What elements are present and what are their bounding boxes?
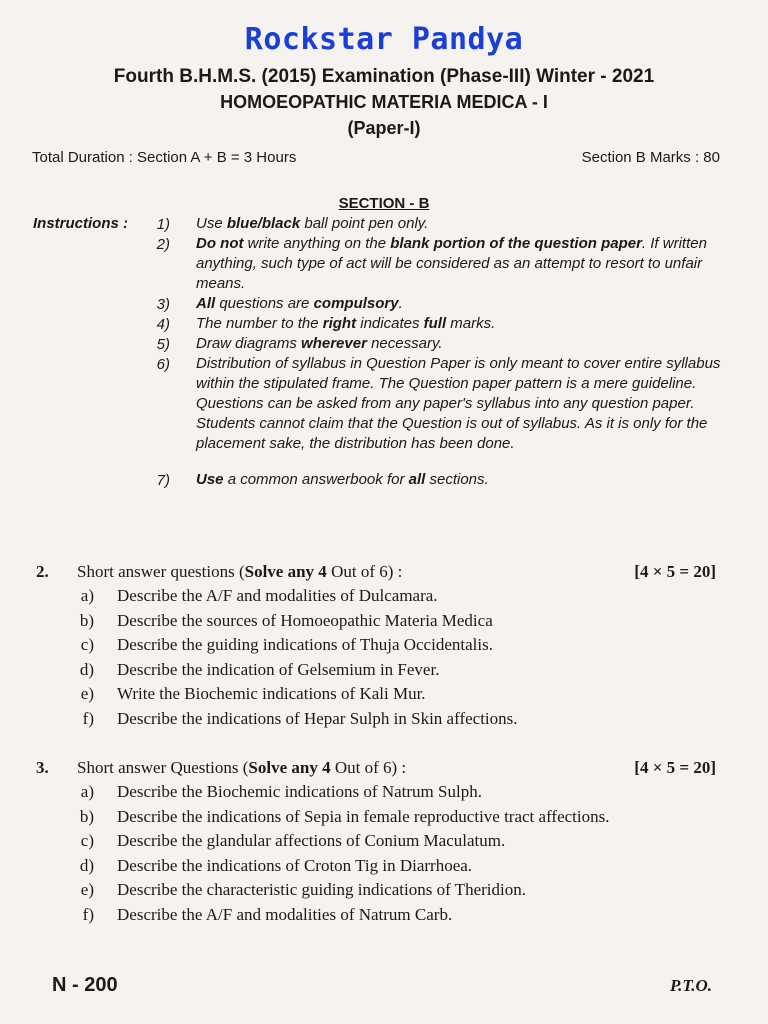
question-number: 3. xyxy=(36,758,49,777)
text-fragment: questions are xyxy=(215,295,314,312)
instruction-text xyxy=(196,234,726,294)
text-fragment: Draw diagrams xyxy=(196,335,302,352)
question-intro xyxy=(77,758,406,778)
option-letter: b) xyxy=(79,610,94,630)
option-letter: a) xyxy=(80,782,94,801)
option-text: Describe the guiding indications of Thuja Occidentalis. xyxy=(117,635,493,654)
section-marks: Section B Marks : 80 xyxy=(581,149,720,166)
text-fragment: sections. xyxy=(425,471,489,488)
instruction-text xyxy=(196,294,726,314)
instruction-text xyxy=(196,314,726,334)
instruction-number: 1) xyxy=(156,216,170,233)
instruction-number: 4) xyxy=(156,316,170,333)
instruction-number: 5) xyxy=(156,336,170,353)
question-marks: [4 × 5 = 20] xyxy=(634,758,716,777)
option-text: Describe the indication of Gelsemium in Fever. xyxy=(117,659,440,679)
question-intro xyxy=(77,562,402,582)
text-fragment: . xyxy=(398,295,403,312)
instruction-text xyxy=(196,334,726,354)
total-duration: Total Duration : Section A + B = 3 Hours xyxy=(32,149,297,166)
option-text: Describe the A/F and modalities of Natrum Carb. xyxy=(117,904,453,924)
question-number: 2. xyxy=(36,562,49,581)
instruction-text xyxy=(196,470,726,490)
option-letter: d) xyxy=(79,659,94,679)
emphasis-text: Solve any 4 xyxy=(244,562,327,581)
exam-title: Fourth B.H.M.S. (2015) Examination (Phase-III) Winter - 2021 xyxy=(113,66,655,87)
text-fragment: necessary. xyxy=(366,335,443,352)
section-heading: SECTION - B xyxy=(338,195,430,212)
text-fragment: Out of 6) : xyxy=(326,562,403,581)
instruction-text xyxy=(196,354,726,454)
paper-code: N - 200 xyxy=(52,974,118,996)
instruction-number: 2) xyxy=(156,236,170,253)
option-text: Describe the glandular affections of Conium Maculatum. xyxy=(117,831,506,850)
instruction-number: 3) xyxy=(156,296,170,313)
question-marks: [4 × 5 = 20] xyxy=(634,562,716,581)
option-letter: f) xyxy=(82,708,94,728)
text-fragment: Short answer Questions ( xyxy=(77,758,249,777)
paper-title: (Paper-I) xyxy=(347,118,421,138)
emphasis-text: Do not xyxy=(196,235,244,252)
option-text: Describe the indications of Sepia in female reproductive tract affections. xyxy=(117,806,610,826)
text-fragment: The number to the xyxy=(196,315,323,332)
option-text: Describe the sources of Homoeopathic Materia Medica xyxy=(117,610,493,630)
text-fragment: indicates xyxy=(356,315,424,332)
emphasis-text: Solve any 4 xyxy=(248,758,331,777)
pto-label: P.T.O. xyxy=(669,976,712,995)
option-text: Describe the indications of Hepar Sulph in Skin affections. xyxy=(117,708,518,728)
instruction-number: 7) xyxy=(156,472,170,489)
emphasis-text: compulsory xyxy=(313,295,399,312)
instruction-text xyxy=(196,214,726,234)
text-fragment: a common answerbook for xyxy=(223,471,409,488)
option-text: Describe the characteristic guiding indications of Theridion. xyxy=(117,880,526,899)
text-fragment: Distribution of syllabus in Question Paper is only meant to cover entire syllabus within the stipulated frame. The Question paper pattern is a mere guideline. Questions can be asked from any paper's syllabus into any question paper. Students cannot claim that the Question is out of syllabus. As it is only for the placement sake, the distribution has been done. xyxy=(196,355,721,452)
text-fragment: marks. xyxy=(446,315,496,332)
brand-title: Rockstar Pandya xyxy=(244,22,524,57)
emphasis-text: blue/black xyxy=(226,215,301,232)
instruction-number: 6) xyxy=(156,356,170,373)
option-letter: c) xyxy=(80,635,94,654)
emphasis-text: right xyxy=(322,315,357,332)
option-letter: a) xyxy=(80,586,94,605)
emphasis-text: full xyxy=(423,315,447,332)
option-text: Describe the indications of Croton Tig in Diarrhoea. xyxy=(117,855,473,875)
text-fragment: Out of 6) : xyxy=(330,758,407,777)
option-letter: c) xyxy=(80,831,94,850)
subject-title: HOMOEOPATHIC MATERIA MEDICA - I xyxy=(220,92,548,112)
instructions-label: Instructions : xyxy=(33,215,129,232)
option-letter: e) xyxy=(80,684,94,703)
option-text: Write the Biochemic indications of Kali Mur. xyxy=(117,684,426,703)
option-letter: b) xyxy=(79,806,94,826)
text-fragment: ball point pen only. xyxy=(300,215,429,232)
emphasis-text: Use xyxy=(196,471,224,488)
option-letter: d) xyxy=(79,855,94,875)
option-text: Describe the A/F and modalities of Dulcamara. xyxy=(117,586,438,605)
text-fragment: Use xyxy=(196,215,227,232)
emphasis-text: wherever xyxy=(301,335,367,352)
option-text: Describe the Biochemic indications of Natrum Sulph. xyxy=(117,782,482,801)
emphasis-text: All xyxy=(196,295,216,312)
text-fragment: . If written anything, such type of act will be considered as an attempt to resort to unfair means. xyxy=(196,235,707,292)
emphasis-text: blank portion of the question paper xyxy=(390,235,642,252)
emphasis-text: all xyxy=(408,471,426,488)
text-fragment: Short answer questions ( xyxy=(77,562,245,581)
option-letter: e) xyxy=(80,880,94,899)
text-fragment: write anything on the xyxy=(243,235,391,252)
option-letter: f) xyxy=(82,904,94,924)
